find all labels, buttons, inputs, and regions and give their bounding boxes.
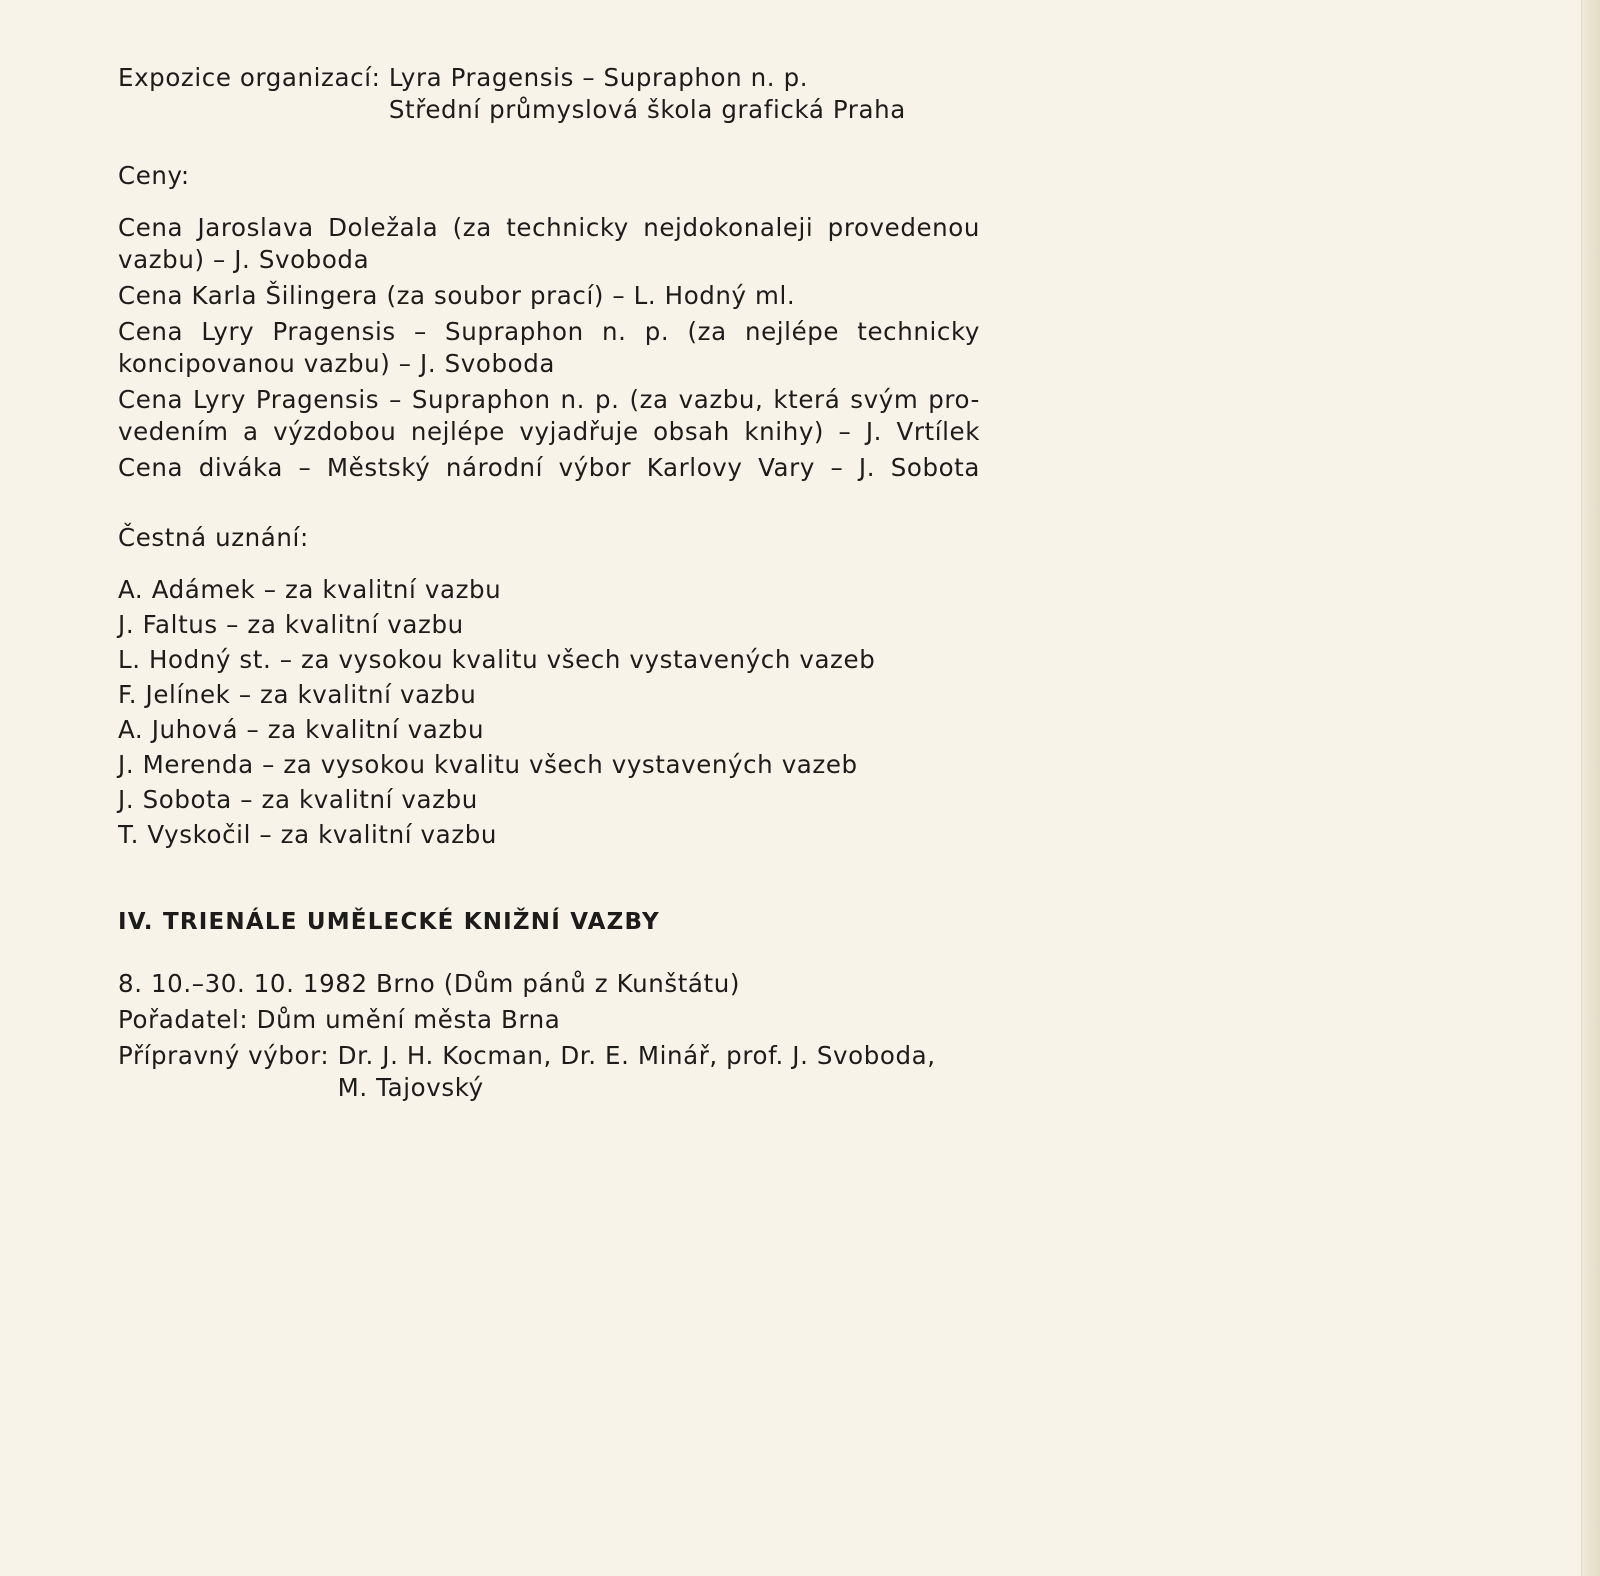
prize-line: Cena Lyry Pragensis – Supraphon n. p. (za nejlépe technicky bbox=[118, 317, 980, 346]
section-title: IV. TRIENÁLE UMĚLECKÉ KNIŽNÍ VAZBY bbox=[118, 909, 660, 935]
prize-line: vazbu) – J. Svoboda bbox=[118, 245, 370, 274]
document-body bbox=[118, 62, 998, 1104]
prize-item bbox=[118, 316, 998, 380]
prize-item bbox=[118, 212, 998, 276]
prize-line: Cena Lyry Pragensis – Supraphon n. p. (za vazbu, která svým pro- bbox=[118, 385, 980, 414]
honor-item: A. Juhová – za kvalitní vazbu bbox=[118, 715, 485, 744]
exposition-line: Střední průmyslová škola grafická Praha bbox=[388, 95, 906, 124]
exposition-label: Expozice organizací: bbox=[118, 63, 389, 92]
prize-line: vedením a výzdobou nejlépe vyjadřuje obsah knihy) – J. Vrtílek bbox=[118, 417, 980, 446]
prize-item bbox=[118, 384, 998, 448]
honor-item: J. Faltus – za kvalitní vazbu bbox=[118, 610, 464, 639]
honor-item: T. Vyskočil – za kvalitní vazbu bbox=[118, 820, 497, 849]
prize-line: Cena diváka – Městský národní výbor Karlovy Vary – J. Sobota bbox=[118, 453, 980, 482]
page-edge bbox=[1581, 0, 1600, 1576]
prize-item bbox=[118, 280, 998, 312]
honor-item: J. Merenda – za vysokou kvalitu všech vystavených vazeb bbox=[118, 750, 858, 779]
honor-item: A. Adámek – za kvalitní vazbu bbox=[118, 575, 502, 604]
honors-list bbox=[118, 574, 998, 851]
prizes-list bbox=[118, 212, 998, 484]
honor-item: J. Sobota – za kvalitní vazbu bbox=[118, 785, 478, 814]
honors-heading: Čestná uznání: bbox=[118, 523, 309, 552]
exposition-block bbox=[118, 62, 998, 126]
committee-block bbox=[118, 1040, 998, 1104]
prizes-heading: Ceny: bbox=[118, 161, 190, 190]
prize-line: Cena Jaroslava Doležala (za technicky nejdokonaleji provedenou bbox=[118, 213, 980, 242]
exposition-line: Lyra Pragensis – Supraphon n. p. bbox=[388, 63, 809, 92]
committee-line: M. Tajovský bbox=[337, 1073, 484, 1102]
prize-line: koncipovanou vazbu) – J. Svoboda bbox=[118, 349, 555, 378]
honor-item: F. Jelínek – za kvalitní vazbu bbox=[118, 680, 477, 709]
prize-item bbox=[118, 452, 998, 484]
prize-line: Cena Karla Šilingera (za soubor prací) – L. Hodný ml. bbox=[118, 281, 796, 310]
honor-item: L. Hodný st. – za vysokou kvalitu všech vystavených vazeb bbox=[118, 645, 876, 674]
section-date-place: 8. 10.–30. 10. 1982 Brno (Dům pánů z Kunštátu) bbox=[118, 969, 741, 998]
committee-line: Dr. J. H. Kocman, Dr. E. Minář, prof. J. Svoboda, bbox=[337, 1041, 936, 1070]
committee-label: Přípravný výbor: bbox=[118, 1041, 338, 1070]
section-organizer: Pořadatel: Dům umění města Brna bbox=[118, 1005, 561, 1034]
